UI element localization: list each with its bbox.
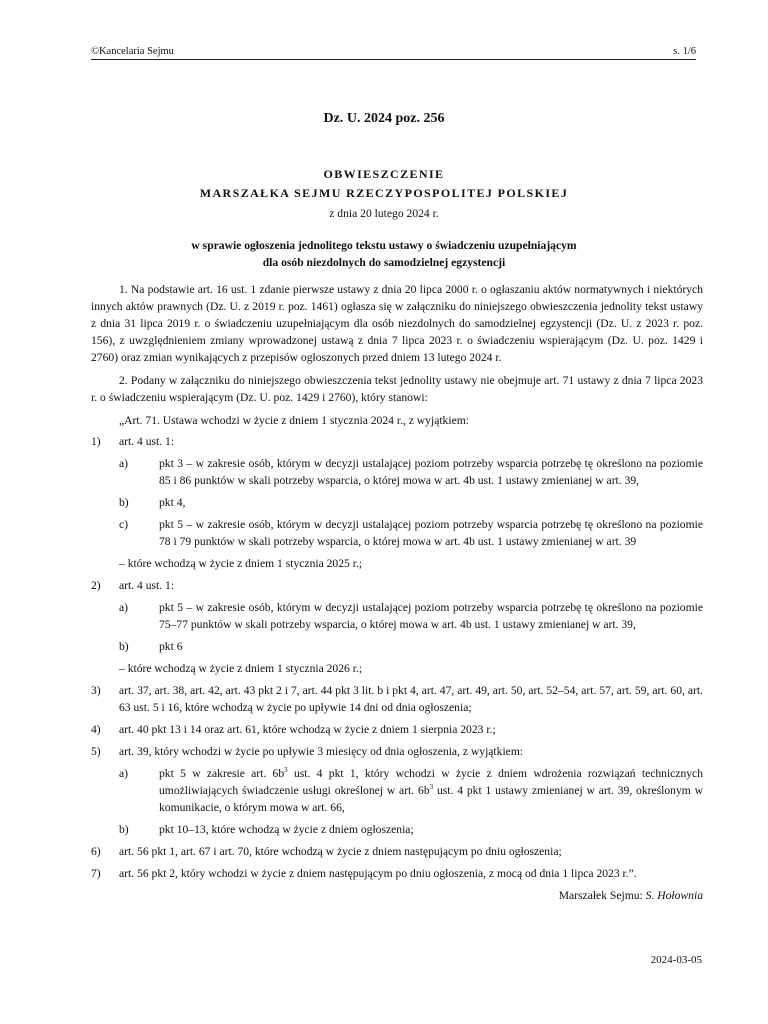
signature-role: Marszałek Sejmu: — [558, 889, 646, 902]
subpoint-letter: b) — [119, 823, 129, 836]
doc-body — [91, 281, 703, 904]
signature — [91, 887, 703, 904]
point-1 — [91, 433, 703, 450]
point-number: 1) — [91, 435, 101, 448]
subpoint-letter: a) — [119, 601, 129, 614]
subpoint-text: pkt 6 — [159, 640, 183, 653]
subpoint-1a — [91, 455, 703, 489]
point-number: 2) — [91, 579, 101, 592]
point-7 — [91, 865, 703, 882]
signature-name: S. Hołownia — [645, 889, 703, 902]
point-text: art. 37, art. 38, art. 42, art. 43 pkt 2 i 7, art. 44 pkt 3 lit. b i pkt 4, art. 47, art. 49, art. 50, art. 52–54, art. 57, art. 59, art. 60, art. 63 ust. 5 i 16, które wchodzą w życie po upływie 14 dni od dnia ogłoszenia; — [119, 684, 703, 714]
point-5 — [91, 743, 703, 760]
point-2-tail: – które wchodzą w życie z dniem 1 stycznia 2026 r.; — [119, 662, 363, 675]
doc-subject-line1: w sprawie ogłoszenia jednolitego tekstu ustawy o świadczeniu uzupełniającym — [191, 239, 577, 252]
subpoint-1c — [91, 516, 703, 550]
subpoint-text: pkt 4, — [159, 496, 186, 509]
paragraph-1: 1. Na podstawie art. 16 ust. 1 zdanie pierwsze ustawy z dnia 20 lipca 2000 r. o ogłaszaniu aktów normatywnych i niektórych innych aktów prawnych (Dz. U. z 2019 r. poz. 1461) ogłasza się w załączniku do niniejszego obwieszczenia jednolity tekst ustawy z dnia 31 lipca 2019 r. o świadczeniu uzupełniającym dla osób niezdolnych do samodzielnej egzystencji (Dz. U. z 2023 r. poz. 156), z uwzględnieniem zmiany wprowadzonej ustawą z dnia 7 lipca 2023 r. o świadczeniu wspierającym (Dz. U. poz. 1429 i 2760) oraz zmian wynikających z przepisów ogłoszonych przed dniem 13 lutego 2024 r. — [91, 283, 703, 364]
point-number: 7) — [91, 867, 101, 880]
quote-intro: „Art. 71. Ustawa wchodzi w życie z dniem 1 stycznia 2024 r., z wyjątkiem: — [119, 414, 469, 427]
subpoint-5b — [91, 821, 703, 838]
header-page-number: s. 1/6 — [673, 46, 696, 57]
doc-subject-line2: dla osób niezdolnych do samodzielnej egzystencji — [262, 256, 506, 269]
subpoint-letter: c) — [119, 518, 129, 531]
point-number: 3) — [91, 684, 101, 697]
page-header — [91, 45, 696, 60]
subpoint-2a — [91, 599, 703, 633]
superscript: 3 — [284, 766, 288, 775]
subpoint-letter: a) — [119, 457, 129, 470]
point-3 — [91, 682, 703, 716]
point-1-tail: – które wchodzą w życie z dniem 1 stycznia 2025 r.; — [119, 557, 363, 570]
doc-date: z dnia 20 lutego 2024 r. — [329, 207, 439, 220]
point-text: art. 56 pkt 2, który wchodzi w życie z dniem następującym po dniu ogłoszenia, z mocą od dnia 1 lipca 2023 r.”. — [119, 867, 637, 880]
text-fragment: ust. 4 pkt 1, który wchodzi w życie z dniem wdrożenia rozwiązań technicznych umożliwiających świadczenie usługi określonej w art. 6b — [159, 767, 704, 797]
point-2 — [91, 577, 703, 594]
subpoint-2b — [91, 638, 703, 655]
point-number: 5) — [91, 745, 101, 758]
point-4 — [91, 721, 703, 738]
text-fragment: pkt 5 w zakresie art. 6b — [159, 767, 285, 780]
doc-title-line1: OBWIESZCZENIE — [323, 167, 445, 181]
subpoint-5a — [91, 765, 703, 816]
subpoint-1b — [91, 494, 703, 511]
doc-subject — [0, 237, 768, 271]
subpoint-text: pkt 10–13, które wchodzą w życie z dniem ogłoszenia; — [159, 823, 414, 836]
subpoint-text: pkt 5 – w zakresie osób, którym w decyzji ustalającej poziom potrzeby wsparcia potrzebę tę określono na poziomie 78 i 79 punktów w skali potrzeby wsparcia, o której mowa w art. 4b ust. 1 ustawy zmienianej w art. 39 — [159, 518, 703, 548]
point-number: 6) — [91, 845, 101, 858]
superscript: 3 — [429, 783, 434, 792]
point-text: art. 56 pkt 1, art. 67 i art. 70, które wchodzą w życie z dniem następującym po dniu ogłoszenia; — [119, 845, 562, 858]
doc-number: Dz. U. 2024 poz. 256 — [323, 111, 445, 126]
footer-date: 2024-03-05 — [650, 954, 702, 966]
subpoint-text — [159, 767, 703, 814]
text-fragment: ust. 4 pkt 1 ustawy zmienianej w art. 39, określonym w komunikacie, o którym mowa w art. 66, — [159, 784, 704, 814]
paragraph-2: 2. Podany w załączniku do niniejszego obwieszczenia tekst jednolity ustawy nie obejmuje art. 71 ustawy z dnia 7 lipca 2023 r. o świadczeniu wspierającym (Dz. U. poz. 1429 i 2760), który stanowi: — [91, 374, 703, 404]
subpoint-text: pkt 5 – w zakresie osób, którym w decyzji ustalającej poziom potrzeby wsparcia potrzebę tę określono na poziomie 75–77 punktów w skali potrzeby wsparcia, o której mowa w art. 4b ust. 1 ustawy zmienianej w art. 39, — [159, 601, 703, 631]
point-text: art. 4 ust. 1: — [119, 579, 175, 592]
point-text: art. 4 ust. 1: — [119, 435, 175, 448]
point-6 — [91, 843, 703, 860]
subpoint-letter: b) — [119, 640, 129, 653]
point-text: art. 39, który wchodzi w życie po upływie 3 miesięcy od dnia ogłoszenia, z wyjątkiem: — [119, 745, 524, 758]
doc-title-line2: MARSZAŁKA SEJMU RZECZYPOSPOLITEJ POLSKIEJ — [199, 186, 569, 200]
header-publisher: ©Kancelaria Sejmu — [91, 46, 174, 57]
subpoint-letter: a) — [119, 767, 129, 780]
subpoint-text: pkt 3 – w zakresie osób, którym w decyzji ustalającej poziom potrzeby wsparcia potrzebę tę określono na poziomie 85 i 86 punktów w skali potrzeby wsparcia, o której mowa w art. 4b ust. 1 ustawy zmienianej w art. 39, — [159, 457, 703, 487]
subpoint-letter: b) — [119, 496, 129, 509]
point-number: 4) — [91, 723, 101, 736]
point-text: art. 40 pkt 13 i 14 oraz art. 61, które wchodzą w życie z dniem 1 sierpnia 2023 r.; — [119, 723, 496, 736]
